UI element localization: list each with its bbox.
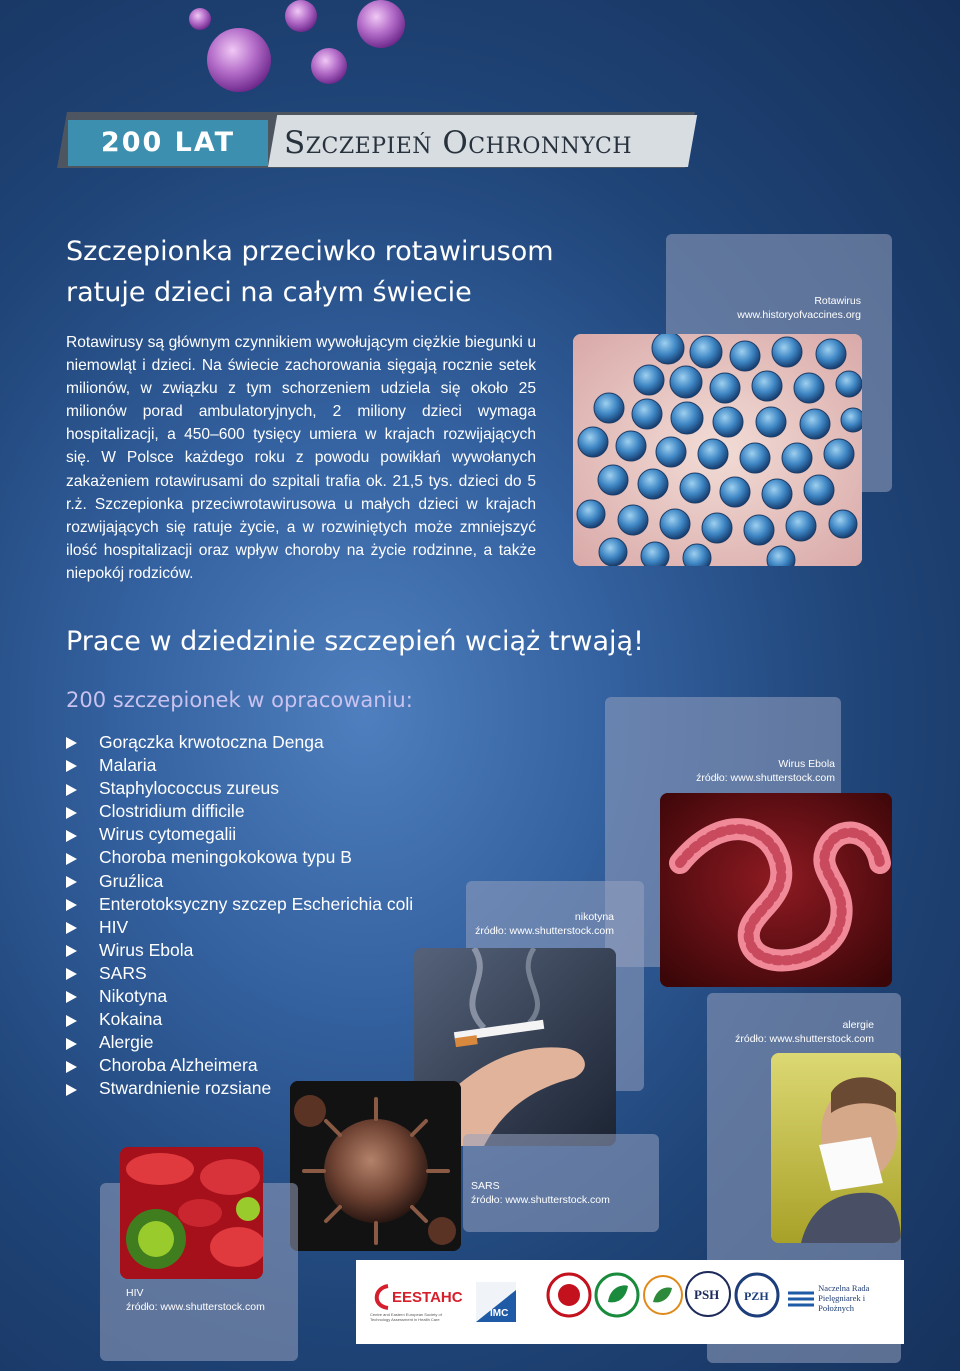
svg-text:PSH: PSH xyxy=(694,1287,720,1302)
triangle-bullet-icon xyxy=(66,899,77,911)
ministry-logo xyxy=(546,1272,592,1318)
list-item-label: Wirus cytomegalii xyxy=(99,824,237,845)
partner-logos xyxy=(356,1260,904,1344)
banner-title: Szczepień Ochronnych xyxy=(284,125,633,161)
list-item-label: Malaria xyxy=(99,755,157,776)
ebola-caption xyxy=(620,757,835,785)
list-item-label: Enterotoksyczny szczep Escherichia coli xyxy=(99,893,414,914)
nrpip-logo xyxy=(786,1278,898,1318)
green-society-logo xyxy=(594,1272,640,1318)
triangle-bullet-icon xyxy=(66,737,77,749)
hiv-photo xyxy=(120,1147,263,1279)
list-item xyxy=(66,1031,413,1054)
triangle-bullet-icon xyxy=(66,922,77,934)
list-item-label: SARS xyxy=(99,962,147,983)
hiv-name: HIV xyxy=(126,1287,144,1299)
intro-title-line1: Szczepionka przeciwko rotawirusom xyxy=(66,236,554,267)
list-item xyxy=(66,731,413,754)
psh-emblem-icon xyxy=(684,1270,732,1318)
eestahc-emblem-icon xyxy=(370,1282,392,1312)
list-item-label: Kokaina xyxy=(99,1009,163,1030)
list-item-label: Clostridium difficile xyxy=(99,801,245,822)
nrpip-line2: Pielęgniarek i Położnych xyxy=(818,1293,866,1313)
foundation-emblem-icon xyxy=(642,1272,684,1318)
rotawirus-source: www.historyofvaccines.org xyxy=(737,309,861,321)
intro-paragraph: Rotawirusy są głównym czynnikiem wywołującym ciężkie biegunki u niemowląt i dzieci. Na świecie zachorowania sięgają rocznie setek milionów, w związku z tym schorzeniem udziela się około 25 milionów porad ambulatoryjnych, 2 miliony dzieci wymaga hospitalizacji, a 450–600 tysięcy umiera w krajach rozwijających się. W Polsce każdego roku z powodu powikłań wywołanych zakażeniem rotawirusami do szpitali trafia ok. 21,5 tys. dzieci do 5 r.ż. Szczepionka przeciwrotawirusowa u małych dzieci w krajach rozwijających się ratuje życie, a w rozwiniętych może zmniejszyć ilość hospitalizacji oraz wpływ choroby na życie rodzinne, a także niepokój rodziców. xyxy=(66,334,536,582)
virus-icon xyxy=(207,28,271,92)
triangle-bullet-icon xyxy=(66,853,77,865)
alergie-image xyxy=(771,1053,901,1243)
leaf-emblem-icon xyxy=(594,1272,640,1318)
rotawirus-name: Rotawirus xyxy=(814,295,861,307)
virus-icon xyxy=(189,8,211,30)
ebola-image xyxy=(660,793,892,987)
list-item-label: Staphylococcus zureus xyxy=(99,778,279,799)
nikotyna-caption xyxy=(474,910,614,938)
triangle-bullet-icon xyxy=(66,1015,77,1027)
imc-logo xyxy=(476,1274,516,1330)
pzh-emblem-icon xyxy=(734,1272,780,1318)
triangle-bullet-icon xyxy=(66,830,77,842)
sars-caption xyxy=(471,1179,651,1207)
nikotyna-name: nikotyna xyxy=(574,911,614,923)
banner-years: 200 LAT xyxy=(100,127,236,158)
triangle-bullet-icon xyxy=(66,1061,77,1073)
virus-icon xyxy=(357,0,405,48)
virus-decoration xyxy=(185,0,425,110)
sars-source: źródło: www.shutterstock.com xyxy=(471,1194,610,1206)
pzh-logo xyxy=(734,1272,780,1318)
nrpip-line1: Naczelna Rada xyxy=(818,1283,870,1293)
ebola-name: Wirus Ebola xyxy=(778,758,835,770)
list-item xyxy=(66,800,413,823)
list-item xyxy=(66,1054,413,1077)
pzh-text: PZH xyxy=(744,1289,769,1303)
list-item-label: Wirus Ebola xyxy=(99,939,194,960)
list-item xyxy=(66,870,413,893)
research-subtitle: 200 szczepionek w opracowaniu: xyxy=(66,688,413,712)
eestahc-subtitle: Centre and Eastern European Society of Technology Assessment in Health Care xyxy=(370,1312,442,1322)
alergie-photo xyxy=(771,1053,901,1243)
list-item-label: Choroba Alzheimera xyxy=(99,1055,258,1076)
alergie-caption xyxy=(724,1018,874,1046)
hiv-caption xyxy=(126,1286,296,1314)
list-item-label: Gruźlica xyxy=(99,870,164,891)
triangle-bullet-icon xyxy=(66,1038,77,1050)
triangle-bullet-icon xyxy=(66,784,77,796)
rotawirus-photo xyxy=(573,334,862,566)
triangle-bullet-icon xyxy=(66,807,77,819)
intro-title xyxy=(66,231,586,313)
triangle-bullet-icon xyxy=(66,968,77,980)
ebola-photo xyxy=(660,793,892,987)
nrpip-emblem-icon xyxy=(786,1285,814,1311)
nikotyna-source: źródło: www.shutterstock.com xyxy=(475,925,614,937)
rotawirus-image xyxy=(573,334,862,566)
list-item xyxy=(66,754,413,777)
virus-icon xyxy=(285,0,317,32)
nursing-society-logo xyxy=(684,1270,732,1318)
sars-photo xyxy=(290,1081,461,1251)
triangle-bullet-icon xyxy=(66,876,77,888)
triangle-bullet-icon xyxy=(66,760,77,772)
research-title: Prace w dziedzinie szczepień wciąż trwają! xyxy=(66,626,644,657)
sars-name: SARS xyxy=(471,1180,500,1192)
list-item xyxy=(66,916,413,939)
triangle-bullet-icon xyxy=(66,991,77,1003)
virus-icon xyxy=(311,48,347,84)
list-item-label: Nikotyna xyxy=(99,986,168,1007)
alergie-name: alergie xyxy=(842,1019,874,1031)
list-item xyxy=(66,893,413,916)
sars-image xyxy=(290,1081,461,1251)
hiv-source: źródło: www.shutterstock.com xyxy=(126,1301,265,1313)
imc-emblem-icon xyxy=(476,1282,516,1322)
eestahc-logo xyxy=(370,1274,462,1330)
list-item-label: HIV xyxy=(99,916,129,937)
list-item xyxy=(66,1008,413,1031)
list-item-label: Choroba meningokokowa typu B xyxy=(99,847,352,868)
hiv-image xyxy=(120,1147,263,1279)
vaccine-list xyxy=(66,731,413,1101)
list-item-label: Gorączka krwotoczna Denga xyxy=(99,732,324,752)
list-item-label: Stwardnienie rozsiane xyxy=(99,1078,272,1099)
foundation-logo xyxy=(642,1272,684,1318)
triangle-bullet-icon xyxy=(66,945,77,957)
triangle-bullet-icon xyxy=(66,1084,77,1096)
list-item xyxy=(66,846,413,869)
list-item xyxy=(66,823,413,846)
list-item xyxy=(66,939,413,962)
list-item xyxy=(66,985,413,1008)
list-item-label: Alergie xyxy=(99,1032,154,1053)
ebola-source: źródło: www.shutterstock.com xyxy=(696,772,835,784)
rotawirus-caption xyxy=(700,294,861,322)
list-item xyxy=(66,777,413,800)
alergie-source: źródło: www.shutterstock.com xyxy=(735,1033,874,1045)
eagle-emblem-icon xyxy=(546,1272,592,1318)
list-item xyxy=(66,962,413,985)
imc-text: IMC xyxy=(490,1308,509,1319)
eestahc-name: EESTAHC xyxy=(392,1288,463,1306)
intro-title-line2: ratuje dzieci na całym świecie xyxy=(66,277,472,308)
